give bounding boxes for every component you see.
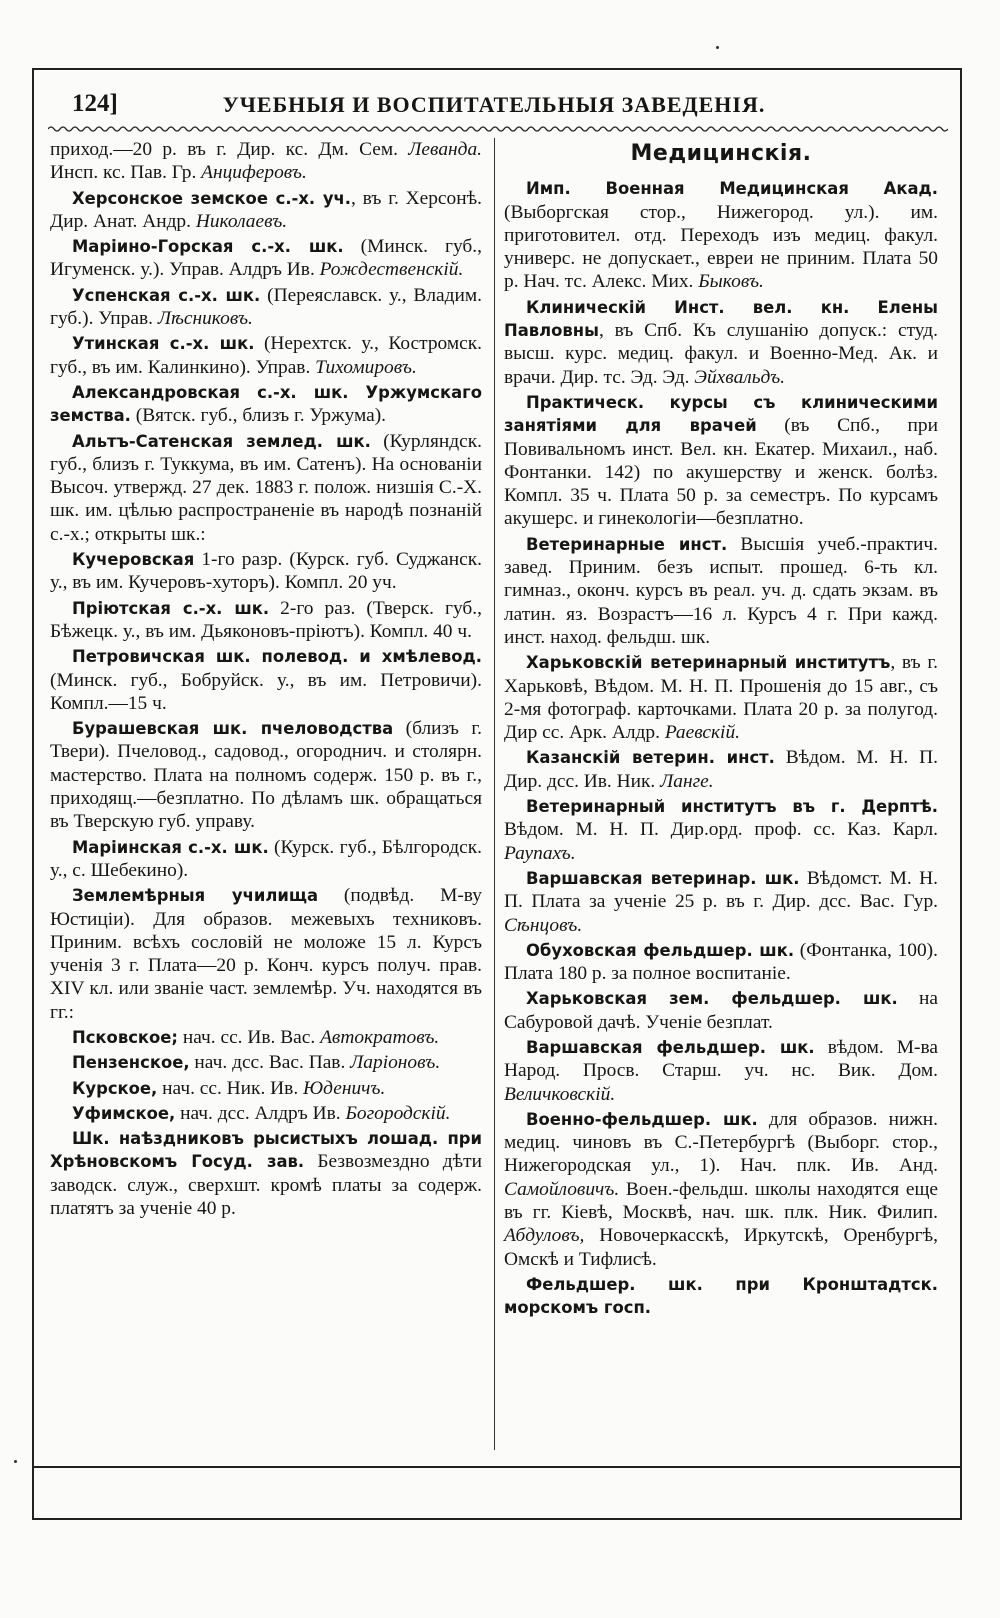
- entry-text: 2-го раз. (Тверск. губ., Бѣжецк. у., въ им. Дьяконовъ-пріютъ). Компл. 40 ч.: [50, 597, 482, 642]
- entry-text: (Переяславск. у., Владим. губ.). Управ.: [50, 284, 482, 330]
- person-name: Леванда.: [408, 139, 482, 160]
- entry-title: Шк. наѣздниковъ рысистыхъ лошад. при Хрѣновскомъ Госуд. зав.: [50, 1129, 482, 1172]
- entry-title: Ветеринарный институтъ въ г. Дерптѣ.: [526, 797, 938, 817]
- entry-text: (Нерехтск. у., Костромск. губ., въ им. Калинкино). Управ.: [50, 333, 482, 378]
- column-divider: [494, 138, 495, 1450]
- directory-entry: [50, 597, 482, 644]
- page-number: 124]: [72, 90, 118, 117]
- directory-entry: [50, 430, 482, 546]
- directory-entry: [504, 939, 938, 986]
- directory-entry: [50, 548, 482, 595]
- directory-entry: [50, 1026, 482, 1049]
- entry-title: Военно-фельдшер. шк.: [526, 1109, 758, 1129]
- directory-entry: [50, 1102, 482, 1125]
- directory-entry: [504, 651, 938, 744]
- entry-text: Инсп. кс. Пав. Гр.: [50, 162, 202, 184]
- entry-title: Харьковская зем. фельдшер. шк.: [526, 989, 898, 1009]
- entry-title: Имп. Военная Медицинская Акад.: [526, 179, 938, 199]
- entry-text: 1-го разр. (Курск. губ. Суджанск. у., въ им. Кучеровъ-хуторъ). Компл. 20 уч.: [50, 549, 482, 594]
- entry-title: Фельдшер. шк. при Кронштадтск. морскомъ госп.: [504, 1274, 938, 1318]
- entry-text: (Минск. губ., Игуменск. у.). Управ. Алдръ Ив.: [50, 236, 482, 281]
- directory-entry: [50, 187, 482, 234]
- directory-entry: [504, 867, 938, 937]
- entry-title: Пріютская с.-х. шк.: [72, 598, 270, 618]
- entry-text: , въ Спб. Къ слушанію допуск.: студ. высш. курс. медиц. факул. и Военно-Мед. Ак. и врачи. Дир. тс. Эд. Эд.: [504, 320, 938, 388]
- directory-entry: [504, 746, 938, 793]
- left-column: [50, 138, 482, 1222]
- person-name: Богородскій.: [345, 1102, 451, 1124]
- entry-text: (близъ г. Твери). Пчеловод., садовод., огороднич. и столярн. мастерство. Плата на полномъ содерж. 150 р. въ г., приходящ.—безплатно. По дѣламъ шк. обращаться въ Тверскую губ. управу.: [50, 718, 482, 833]
- entry-title: Петровичская шк. полевод. и хмѣлевод.: [72, 647, 482, 667]
- entry-title: Землемѣрныя училища: [72, 886, 319, 906]
- entry-text: нач. дсс. Алдръ Ив.: [175, 1102, 346, 1124]
- person-name: Рождественскій.: [319, 259, 464, 281]
- entry-text: нач. сс. Ив. Вас.: [177, 1026, 321, 1048]
- wavy-rule: [48, 124, 948, 134]
- section-heading: Медицинскія.: [630, 141, 812, 166]
- directory-entry: [50, 1077, 482, 1100]
- directory-entry: [50, 884, 482, 1024]
- directory-entry: [50, 138, 482, 185]
- directory-entry: [504, 795, 938, 865]
- entry-text: Воен.-фельдш. школы находятся еще въ гг. Кіевѣ, Москвѣ, нач. шк. плк. Ник. Филип.: [504, 1178, 938, 1224]
- entry-text: нач. сс. Ник. Ив.: [157, 1077, 304, 1099]
- directory-entry: [504, 533, 938, 649]
- person-name: Быковъ.: [698, 271, 764, 293]
- entry-text: (подвѣд. М-ву Юстиціи). Для образов. межевыхъ техниковъ. Приним. всѣхъ сословій не моложе 15 л. Курсъ ученія 3 г. Плата—20 р. Конч. курсъ получ. прав. XIV кл. или званіе част. землемѣр. Уч. находятся въ гг.:: [50, 885, 482, 1023]
- directory-entry: [504, 1273, 938, 1320]
- entry-title: Варшавская фельдшер. шк.: [526, 1037, 815, 1057]
- directory-entry: [504, 296, 938, 389]
- entry-title: Казанскій ветерин. инст.: [526, 748, 775, 768]
- person-name: Раупахъ.: [504, 842, 576, 864]
- entry-title: Кучеровская: [72, 550, 195, 570]
- person-name: Анциферовъ.: [201, 162, 307, 184]
- person-name: Николаевъ.: [195, 210, 288, 232]
- directory-entry: [50, 1051, 482, 1074]
- directory-entry: [50, 284, 482, 331]
- person-name: Автократовъ.: [320, 1026, 440, 1048]
- entry-title: Харьковскій ветеринарный институтъ: [526, 653, 891, 673]
- speck: [716, 46, 719, 49]
- directory-entry: [50, 1127, 482, 1220]
- page-title: УЧЕБНЫЯ И ВОСПИТАТЕЛЬНЫЯ ЗАВЕДЕНІЯ.: [222, 92, 766, 117]
- page-header: [44, 86, 944, 126]
- directory-entry: [50, 332, 482, 379]
- directory-entry: [50, 381, 482, 428]
- directory-entry: [504, 1036, 938, 1106]
- right-column: [504, 138, 938, 1322]
- entry-text: Безвозмездно дѣти заводск. служ., сверхшт. кромѣ платы за содерж. платятъ за ученіе 40 р.: [50, 1151, 483, 1220]
- entry-text: вѣдом. М-ва Народ. Просв. Старш. уч. нс. Вик. Дом.: [504, 1036, 938, 1082]
- speck: [14, 1460, 17, 1463]
- entry-title: Бурашевская шк. пчеловодства: [72, 719, 394, 739]
- entry-text: (въ Спб., при Повивальномъ инст. Вел. кн. Екатер. Михаил., наб. Фонтанки. 142) по акушерству и женск. болѣз. Компл. 35 ч. Плата 50 р. за семестръ. По курсамъ акушерс. и гинекологіи—безплатно.: [504, 415, 938, 530]
- entry-text: нач. дсс. Вас. Пав.: [189, 1052, 351, 1074]
- entry-text: для образов. нижн. медиц. чиновъ въ С.-Петербургѣ (Выборг. стор., Нижегородская ул., 1). Нач. плк. Ив. Анд.: [504, 1108, 938, 1177]
- entry-title: Курское,: [72, 1078, 158, 1098]
- entry-text: Высшія учеб.-практич. завед. Приним. безъ испыт. прошед. 6-ть кл. гимназ., оконч. курсъ въ реал. уч. д. сдать экзам. въ латин. яз. Возрастъ—16 л. Курсъ 4 г. При кажд. инст. наход. фельдш. шк.: [504, 533, 938, 648]
- person-name: Лѣсниковъ.: [157, 308, 253, 330]
- entry-title: Александровская с.-х. шк. Уржумскаго земства.: [50, 382, 482, 426]
- person-name: Абдуловъ,: [504, 1225, 585, 1247]
- entry-text: Новочеркасскѣ, Иркутскѣ, Оренбургѣ, Омскѣ и Тифлисѣ.: [504, 1225, 938, 1270]
- directory-entry: [50, 836, 482, 883]
- person-name: Величковскій.: [504, 1083, 616, 1105]
- entry-text: (Курск. губ., Бѣлгородск. у., с. Шебекино).: [50, 836, 483, 881]
- entry-title: Обуховская фельдшер. шк.: [526, 940, 795, 960]
- entry-text: (Выборгская стор., Нижегород. ул.). им. приготовител. отд. Переходъ изъ медиц. факул. универс. не допускает., евреи не приним. Плата 50 р. Нач. тс. Алекс. Мих.: [504, 201, 938, 293]
- person-name: Юденичъ.: [303, 1077, 386, 1099]
- bottom-rule: [32, 1466, 962, 1468]
- entry-title: Практическ. курсы съ клиническими занятіями для врачей: [504, 392, 938, 436]
- person-name: Тихомировъ.: [315, 356, 417, 378]
- entry-text: приход.—20 р. въ г. Дир. кс. Дм. Сем.: [50, 139, 409, 160]
- entry-title: Пензенское,: [72, 1053, 190, 1073]
- entry-text: (Вятск. губ., близъ г. Уржума).: [130, 405, 387, 427]
- directory-entry: [504, 1108, 938, 1271]
- entry-text: , въ г. Харьковѣ, Вѣдом. М. Н. П. Прошенія до 15 авг., съ 2-мя фотограф. карточками. Плата 20 р. за полугод. Дир сс. Арк. Алдр.: [504, 652, 938, 744]
- person-name: Ларіоновъ.: [350, 1052, 441, 1074]
- entry-title: Ветеринарные инст.: [526, 534, 728, 554]
- person-name: Самойловичъ.: [504, 1178, 620, 1200]
- entry-text: , въ г. Херсонѣ. Дир. Анат. Андр.: [50, 187, 482, 232]
- entry-text: (Фонтанка, 100). Плата 180 р. за полное воспитаніе.: [504, 939, 938, 985]
- entry-title: Успенская с.-х. шк.: [72, 285, 261, 305]
- directory-entry: [50, 235, 482, 282]
- right-column-entries: [504, 177, 938, 1319]
- entry-title: Альтъ-Сатенская землед. шк.: [72, 431, 371, 451]
- entry-title: Маріинская с.-х. шк.: [72, 837, 269, 857]
- entry-title: Клиническій Инст. вел. кн. Елены Павловны: [504, 297, 938, 341]
- directory-entry: [50, 645, 482, 715]
- entry-title: Херсонское земское с.-х. уч.: [72, 188, 352, 208]
- directory-entry: [504, 177, 938, 293]
- person-name: Раевскій.: [664, 722, 740, 744]
- entry-text: (Минск. губ., Бобруйск. у., въ им. Петровичи). Компл.—15 ч.: [50, 669, 482, 714]
- entry-title: Варшавская ветеринар. шк.: [526, 868, 800, 888]
- person-name: Эйхвальдъ.: [694, 366, 786, 388]
- entry-text: на Сабуровой дачѣ. Ученіе безплат.: [504, 988, 938, 1033]
- entry-text: Вѣдомст. М. Н. П. Плата за ученіе 25 р. въ г. Дир. дсс. Вас. Гур.: [504, 867, 938, 913]
- directory-entry: [504, 987, 938, 1034]
- entry-text: Вѣдом. М. Н. П. Дир. дсс. Ив. Ник.: [504, 747, 938, 792]
- person-name: Ланге.: [660, 770, 714, 792]
- entry-title: Уфимское,: [72, 1103, 176, 1123]
- person-name: Сѣнцовъ.: [504, 914, 583, 936]
- entry-text: Вѣдом. М. Н. П. Дир.орд. проф. сс. Каз. Карл.: [504, 819, 938, 841]
- entry-text: (Курляндск. губ., близъ г. Туккума, въ им. Сатенъ). На основаніи Высоч. утвержд. 27 дек. 1883 г. полож. низшія С.-Х. шк. им. цѣлью распространеніе въ народѣ познаній с.-х.; открыты шк.:: [50, 430, 482, 545]
- entry-title: Псковское;: [72, 1027, 178, 1047]
- entry-title: Маріино-Горская с.-х. шк.: [72, 237, 344, 257]
- entry-title: Утинская с.-х. шк.: [72, 334, 255, 354]
- directory-entry: [50, 717, 482, 833]
- directory-entry: [504, 391, 938, 531]
